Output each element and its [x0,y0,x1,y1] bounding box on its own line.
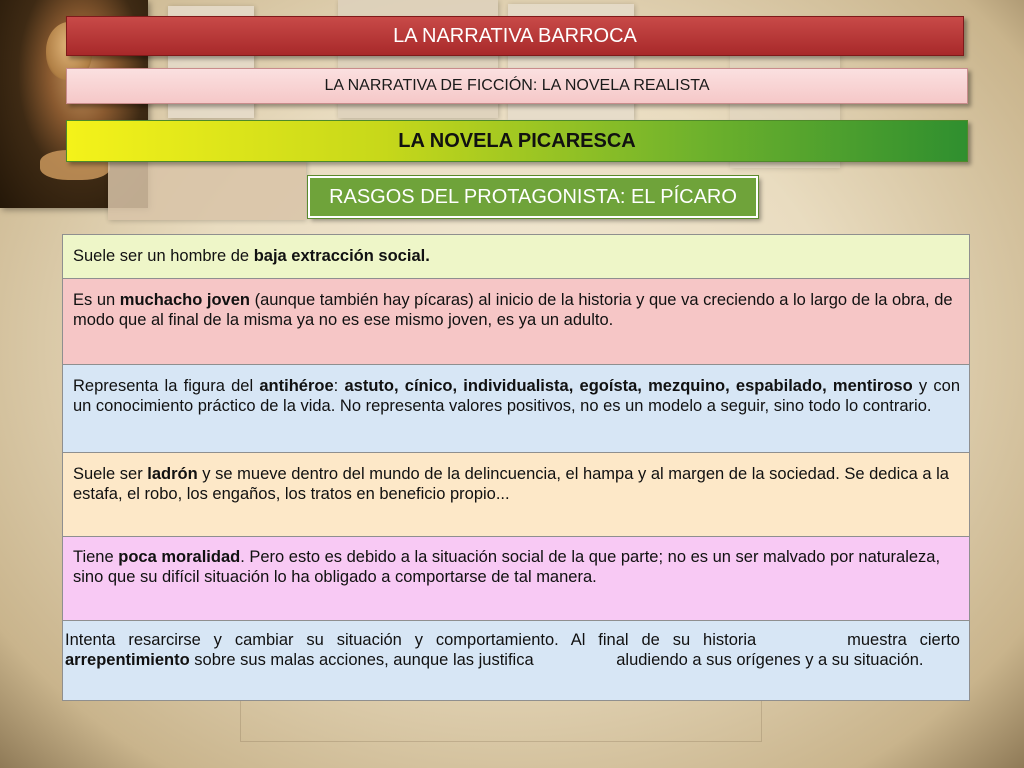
section-heading [66,120,968,162]
trait-text: Suele ser un hombre de [73,247,254,265]
trait-highlight: muchacho joven [119,291,250,309]
table-row [63,365,970,453]
trait-text: Es un [73,291,120,309]
trait-text: y se mueve dentro del mundo de la delincuencia, el hampa y al margen de la sociedad. Se dedica a la estafa, el robo, los engaños, los tratos en beneficio propio... [73,465,949,503]
traits-table [62,234,970,701]
trait-cell [63,537,970,621]
trait-text: . Pero esto es debido a la situación social de la que parte; no es un ser malvado por naturaleza, sino que su difícil situación lo ha obligado a comportarse de tal manera. [73,548,941,586]
trait-cell [63,279,970,365]
table-row [63,537,970,621]
trait-text: muestra cierto [847,631,960,649]
trait-text: Representa la figura del [73,377,260,395]
trait-text: y con un conocimiento práctico de la vida. No representa valores positivos, no es un modelo a seguir, sino todo lo contrario. [73,377,960,415]
trait-highlight: antihéroe [259,377,334,395]
trait-text: (aunque también hay pícaras) al inicio de la historia y que va creciendo a lo largo de la obra, de modo que al final de la misma ya no es ese mismo joven, es ya un adulto. [73,291,953,329]
topic-heading [308,176,758,218]
table-row [63,621,970,701]
slide-title-text: LA NARRATIVA BARROCA [393,24,637,47]
trait-text: : [333,377,345,395]
trait-cell [63,365,970,453]
trait-text: aludiendo a sus orígenes y a su situación. [616,651,924,669]
trait-highlight: astuto, cínico, individualista, egoísta, mezquino, espabilado, mentiroso [344,377,913,395]
table-row [63,279,970,365]
trait-cell [63,235,970,279]
slide-subtitle-text: LA NARRATIVA DE FICCIÓN: LA NOVELA REALISTA [324,77,710,94]
table-row [63,453,970,537]
table-row [63,235,970,279]
slide-title [66,16,964,56]
trait-text: Intenta resarcirse y cambiar su situación y comportamiento. Al final de su historia [65,631,757,649]
trait-cell [63,453,970,537]
topic-heading-text: RASGOS DEL PROTAGONISTA: EL PÍCARO [329,185,737,208]
trait-cell [63,621,970,701]
trait-text: Suele ser [73,465,148,483]
trait-text: Tiene [73,548,119,566]
section-heading-text: LA NOVELA PICARESCA [398,129,636,152]
background-sketch [108,160,306,220]
trait-text: sobre sus malas acciones, aunque las justifica [189,651,534,669]
trait-highlight: arrepentimiento [65,651,190,669]
slide-subtitle [66,68,968,104]
trait-highlight: ladrón [147,465,198,483]
trait-highlight: poca moralidad [118,548,241,566]
trait-highlight: baja extracción social. [253,247,430,265]
